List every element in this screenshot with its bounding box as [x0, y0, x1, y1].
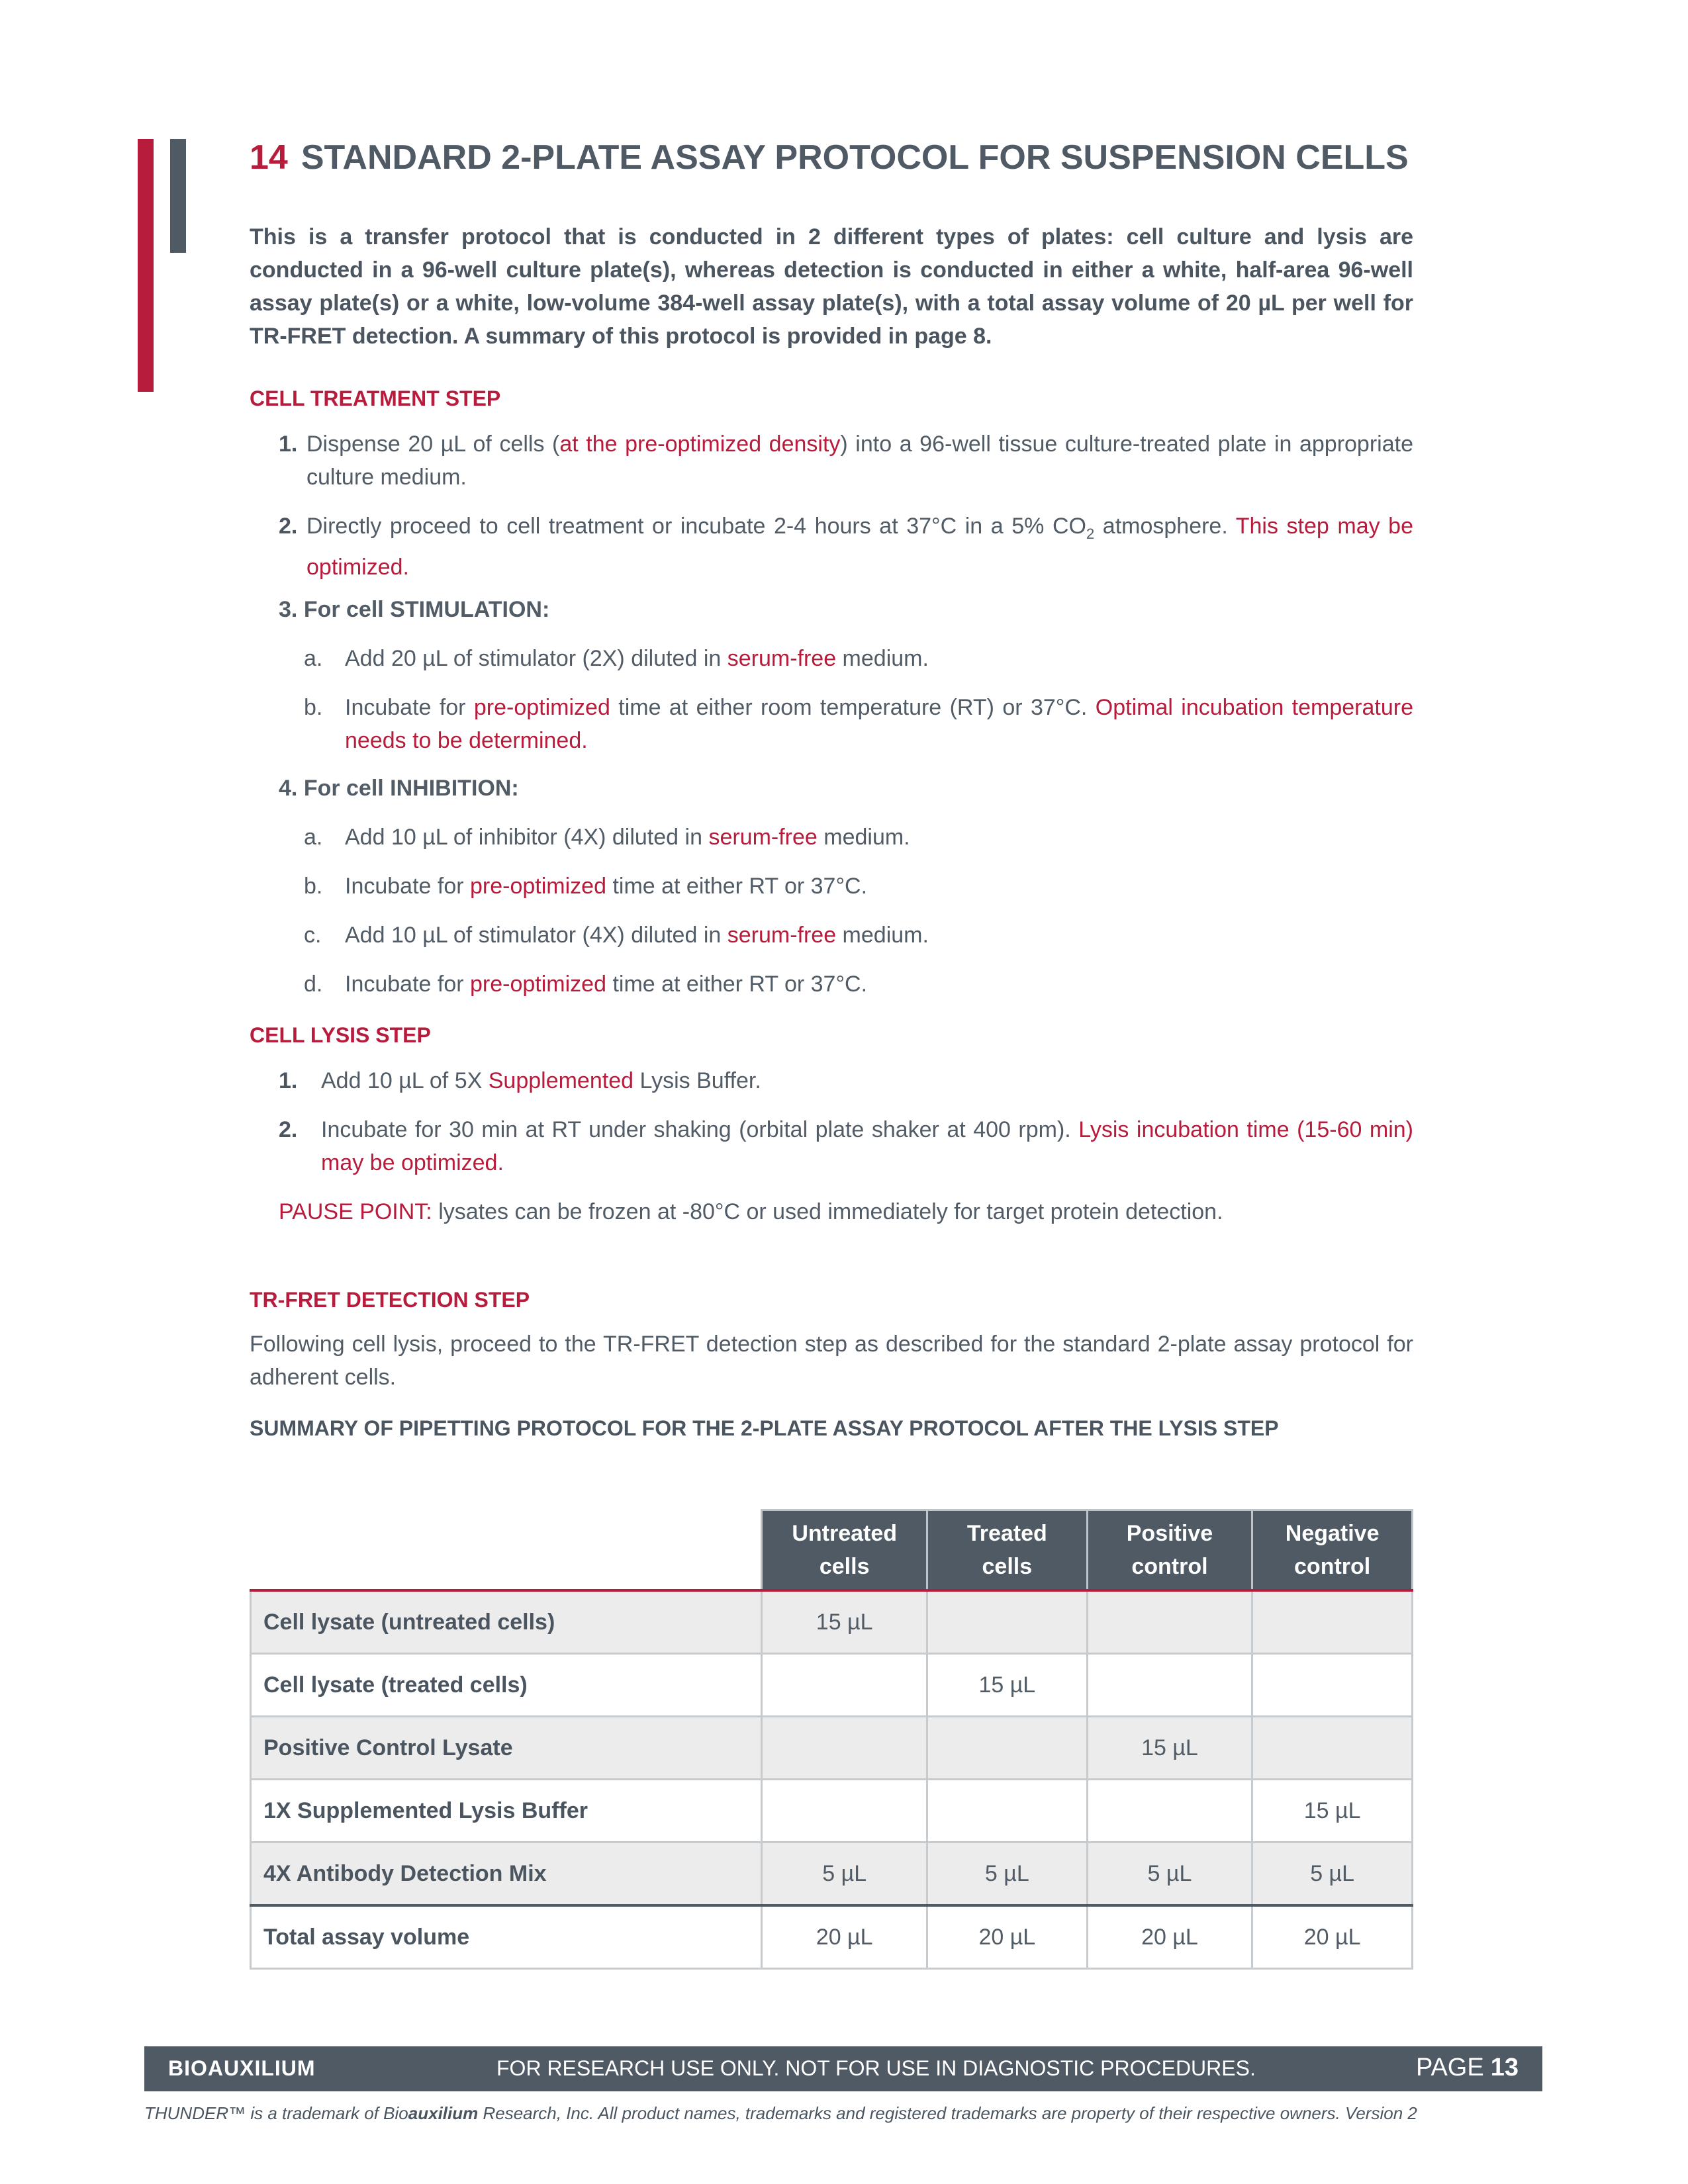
intro-paragraph: This is a transfer protocol that is conducted in 2 different types of plates: cell culture and lysis are conducted in a 96-well culture plate(s), whereas detection is conducted in either a white, half-area 96-well assay plate(s) or a white, low-volume 384-well assay plate(s), with a total assay volume of 20 µL per well for TR-FRET detection. A summary of this protocol is provided in page 8.	[250, 224, 1413, 349]
treatment-step-2: 2. Directly proceed to cell treatment or incubate 2-4 hours at 37°C in a 5% $CO_2$ atmosphere. This step may be optimized.	[279, 514, 1413, 580]
step-4a: a. Add 10 µL of inhibitor (4X) diluted in serum-free medium.	[304, 825, 910, 850]
detection-heading: TR-FRET DETECTION STEP	[250, 1288, 530, 1312]
pause-point: PAUSE POINT: lysates can be frozen at -80°C or used immediately for target protein detection.	[279, 1199, 1223, 1224]
table-total-row: Total assay volume 20 µL 20 µL 20 µL 20 µL	[251, 1905, 1413, 1969]
summary-title: SUMMARY OF PIPETTING PROTOCOL FOR THE 2-PLATE ASSAY PROTOCOL AFTER THE LYSIS STEP	[250, 1416, 1279, 1440]
column-header: Positive control	[1087, 1510, 1252, 1591]
trademark-notice: THUNDER™ is a trademark of Bioauxilium Research, Inc. All product names, trademarks and registered trademarks are property of their respective owners. Version 2	[144, 2103, 1417, 2123]
table-row: Cell lysate (untreated cells) 15 µL	[251, 1590, 1413, 1654]
step-4c: c. Add 10 µL of stimulator (4X) diluted in serum-free medium.	[304, 923, 929, 948]
detection-text: Following cell lysis, proceed to the TR-FRET detection step as described for the standard 2-plate assay protocol for adherent cells.	[250, 1332, 1413, 1390]
section-number: 14	[250, 138, 288, 177]
footer-brand: BIOAUXILIUM	[168, 2056, 316, 2080]
column-header: Negative control	[1252, 1510, 1413, 1591]
table-corner	[251, 1510, 762, 1591]
treatment-step-3-title: 3. For cell STIMULATION:	[279, 597, 550, 622]
table-header-row	[251, 1510, 1413, 1591]
accent-bar-red	[138, 139, 154, 392]
step-4d: d. Incubate for pre-optimized time at either RT or 37°C.	[304, 972, 868, 997]
column-header: Treated cells	[927, 1510, 1088, 1591]
step-3b: b. Incubate for pre-optimized time at either room temperature (RT) or 37°C. Optimal incubation temperature needs to be determined.	[304, 695, 1413, 753]
accent-bar-gray	[170, 139, 186, 253]
section-title-text: STANDARD 2-PLATE ASSAY PROTOCOL FOR SUSPENSION CELLS	[301, 138, 1409, 177]
cell-lysis-heading: CELL LYSIS STEP	[250, 1023, 431, 1047]
lysis-step-2: 2. Incubate for 30 min at RT under shaking (orbital plate shaker at 400 rpm). Lysis incubation time (15-60 min) may be optimized.	[279, 1117, 1413, 1175]
step-4b: b. Incubate for pre-optimized time at either RT or 37°C.	[304, 874, 868, 899]
pipetting-table	[250, 1509, 1413, 1970]
table-row: 4X Antibody Detection Mix 5 µL 5 µL 5 µL 5 µL	[251, 1843, 1413, 1906]
lysis-step-1: 1. Add 10 µL of 5X Supplemented Lysis Buffer.	[279, 1068, 761, 1093]
footer-bar	[144, 2046, 1542, 2091]
treatment-step-1: 1. Dispense 20 µL of cells (at the pre-optimized density) into a 96-well tissue culture-treated plate in appropriate culture medium.	[279, 432, 1413, 490]
treatment-step-4-title: 4. For cell INHIBITION:	[279, 776, 519, 801]
footer-note: FOR RESEARCH USE ONLY. NOT FOR USE IN DIAGNOSTIC PROCEDURES.	[496, 2056, 1256, 2080]
step-3a: a. Add 20 µL of stimulator (2X) diluted in serum-free medium.	[304, 646, 929, 671]
section-title	[250, 138, 1413, 177]
table-row: Cell lysate (treated cells) 15 µL	[251, 1654, 1413, 1717]
table-row: 1X Supplemented Lysis Buffer 15 µL	[251, 1780, 1413, 1843]
cell-treatment-heading: CELL TREATMENT STEP	[250, 387, 501, 410]
table-row: Positive Control Lysate 15 µL	[251, 1717, 1413, 1780]
column-header: Untreated cells	[762, 1510, 927, 1591]
page-number: PAGE 13	[1415, 2054, 1519, 2081]
